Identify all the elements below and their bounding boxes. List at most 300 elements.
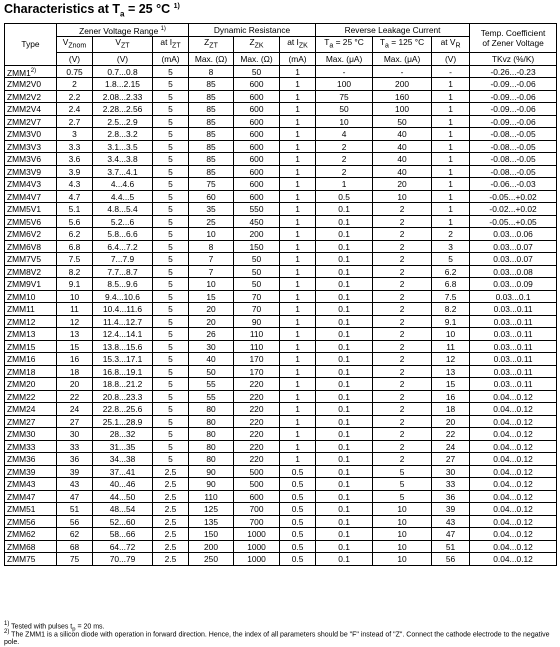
unit-cell: (V) bbox=[432, 52, 470, 65]
value-cell: 2.5 bbox=[153, 478, 189, 491]
value-cell: 0.5 bbox=[316, 190, 373, 203]
type-cell: ZMM62 bbox=[5, 528, 57, 541]
value-cell: 8 bbox=[189, 240, 234, 253]
type-cell: ZMM16 bbox=[5, 353, 57, 366]
value-cell: 34...38 bbox=[93, 453, 153, 466]
table-row bbox=[5, 103, 557, 116]
value-cell: 2.5...2.9 bbox=[93, 115, 153, 128]
value-cell: 9.4...10.6 bbox=[93, 290, 153, 303]
value-cell: 10 bbox=[316, 115, 373, 128]
value-cell: 5 bbox=[153, 365, 189, 378]
value-cell: 220 bbox=[234, 390, 280, 403]
value-cell: 1 bbox=[280, 453, 316, 466]
value-cell: 2.28...2.56 bbox=[93, 103, 153, 116]
type-cell: ZMM39 bbox=[5, 465, 57, 478]
value-cell: 50 bbox=[234, 65, 280, 78]
value-cell: 85 bbox=[189, 165, 234, 178]
value-cell: 5 bbox=[153, 340, 189, 353]
value-cell: 2 bbox=[373, 340, 432, 353]
value-cell: 0.03...0.11 bbox=[470, 353, 557, 366]
value-cell: 2 bbox=[373, 240, 432, 253]
value-cell: 5 bbox=[153, 353, 189, 366]
value-cell: 40...46 bbox=[93, 478, 153, 491]
value-cell: 16.8...19.1 bbox=[93, 365, 153, 378]
value-cell: 3.6 bbox=[57, 153, 93, 166]
value-cell: 55 bbox=[189, 378, 234, 391]
value-cell: 5.6 bbox=[57, 215, 93, 228]
value-cell: 51 bbox=[57, 503, 93, 516]
value-cell: 5 bbox=[153, 228, 189, 241]
value-cell: 27 bbox=[57, 415, 93, 428]
header-ta125: $T_a = 125$ °C bbox=[373, 37, 432, 53]
header-dynamic-resistance: Dynamic Resistance bbox=[189, 24, 316, 37]
value-cell: 25 bbox=[189, 215, 234, 228]
value-cell: 20 bbox=[432, 415, 470, 428]
type-cell: ZMM8V2 bbox=[5, 265, 57, 278]
value-cell: 2 bbox=[373, 215, 432, 228]
table-row bbox=[5, 178, 557, 191]
value-cell: 1 bbox=[280, 153, 316, 166]
value-cell: 5 bbox=[153, 115, 189, 128]
value-cell: 1 bbox=[280, 265, 316, 278]
value-cell: 0.5 bbox=[280, 478, 316, 491]
value-cell: 600 bbox=[234, 140, 280, 153]
value-cell: 0.03...0.11 bbox=[470, 328, 557, 341]
value-cell: 1 bbox=[280, 303, 316, 316]
type-cell: ZMM6V8 bbox=[5, 240, 57, 253]
value-cell: 1 bbox=[432, 153, 470, 166]
value-cell: 0.04...0.12 bbox=[470, 428, 557, 441]
value-cell: 85 bbox=[189, 140, 234, 153]
value-cell: 2 bbox=[316, 153, 373, 166]
value-cell: 10 bbox=[432, 328, 470, 341]
value-cell: 1 bbox=[432, 178, 470, 191]
value-cell: 13 bbox=[57, 328, 93, 341]
page-title: Characteristics at $T_a = 25$ °C $^{1)}$ bbox=[4, 2, 180, 19]
value-cell: 1 bbox=[280, 440, 316, 453]
value-cell: -0.02...+0.02 bbox=[470, 203, 557, 216]
value-cell: 100 bbox=[316, 78, 373, 91]
value-cell: 5 bbox=[153, 328, 189, 341]
value-cell: 0.5 bbox=[280, 503, 316, 516]
value-cell: 1 bbox=[280, 178, 316, 191]
value-cell: 11 bbox=[57, 303, 93, 316]
value-cell: 0.5 bbox=[280, 553, 316, 566]
value-cell: 1.8...2.15 bbox=[93, 78, 153, 91]
type-cell: ZMM18 bbox=[5, 365, 57, 378]
value-cell: 100 bbox=[373, 103, 432, 116]
value-cell: 1 bbox=[280, 315, 316, 328]
table-row bbox=[5, 203, 557, 216]
header-vznom: $V_{Znom}$ bbox=[57, 37, 93, 53]
table-row bbox=[5, 153, 557, 166]
value-cell: 25.1...28.9 bbox=[93, 415, 153, 428]
value-cell: 3.1...3.5 bbox=[93, 140, 153, 153]
table-row bbox=[5, 353, 557, 366]
value-cell: 10 bbox=[373, 503, 432, 516]
value-cell: 10 bbox=[373, 190, 432, 203]
value-cell: 0.1 bbox=[316, 303, 373, 316]
value-cell: 6.4...7.2 bbox=[93, 240, 153, 253]
unit-cell: Max. (Ω) bbox=[189, 52, 234, 65]
table-row bbox=[5, 90, 557, 103]
value-cell: 1 bbox=[280, 278, 316, 291]
value-cell: 0.04...0.12 bbox=[470, 540, 557, 553]
value-cell: 1 bbox=[432, 140, 470, 153]
value-cell: 4.3 bbox=[57, 178, 93, 191]
value-cell: 20 bbox=[189, 315, 234, 328]
type-cell: ZMM1$^{2)}$ bbox=[5, 65, 57, 78]
unit-cell: (V) bbox=[57, 52, 93, 65]
value-cell: 47 bbox=[57, 490, 93, 503]
value-cell: 15 bbox=[57, 340, 93, 353]
value-cell: 2 bbox=[373, 428, 432, 441]
value-cell: 5 bbox=[153, 415, 189, 428]
table-row bbox=[5, 478, 557, 491]
value-cell: 250 bbox=[189, 553, 234, 566]
type-cell: ZMM20 bbox=[5, 378, 57, 391]
value-cell: 1 bbox=[432, 78, 470, 91]
table-row bbox=[5, 253, 557, 266]
value-cell: 80 bbox=[189, 453, 234, 466]
value-cell: 85 bbox=[189, 90, 234, 103]
value-cell: 700 bbox=[234, 515, 280, 528]
value-cell: 150 bbox=[189, 528, 234, 541]
value-cell: 1 bbox=[432, 115, 470, 128]
value-cell: 0.1 bbox=[316, 403, 373, 416]
value-cell: 2 bbox=[373, 290, 432, 303]
value-cell: 22 bbox=[57, 390, 93, 403]
value-cell: -0.09...-0.06 bbox=[470, 115, 557, 128]
value-cell: 12 bbox=[432, 353, 470, 366]
value-cell: 5 bbox=[153, 78, 189, 91]
value-cell: 1 bbox=[280, 78, 316, 91]
value-cell: 1 bbox=[316, 178, 373, 191]
value-cell: 51 bbox=[432, 540, 470, 553]
type-cell: ZMM36 bbox=[5, 453, 57, 466]
value-cell: 16 bbox=[57, 353, 93, 366]
header-vzt: $V_{ZT}$ bbox=[93, 37, 153, 53]
value-cell: 5.8...6.6 bbox=[93, 228, 153, 241]
value-cell: 0.04...0.12 bbox=[470, 415, 557, 428]
value-cell: 1 bbox=[432, 103, 470, 116]
value-cell: 8 bbox=[189, 65, 234, 78]
header-zener-voltage: Zener Voltage Range $^{1)}$ bbox=[57, 24, 189, 37]
value-cell: 8.5...9.6 bbox=[93, 278, 153, 291]
value-cell: 6.2 bbox=[432, 265, 470, 278]
value-cell: 80 bbox=[189, 403, 234, 416]
value-cell: -0.06...-0.03 bbox=[470, 178, 557, 191]
value-cell: 600 bbox=[234, 90, 280, 103]
value-cell: 220 bbox=[234, 415, 280, 428]
value-cell: -0.08...-0.05 bbox=[470, 153, 557, 166]
table-row bbox=[5, 390, 557, 403]
value-cell: 0.03...0.06 bbox=[470, 228, 557, 241]
table-row bbox=[5, 290, 557, 303]
value-cell: 2.8...3.2 bbox=[93, 128, 153, 141]
value-cell: 24 bbox=[57, 403, 93, 416]
value-cell: 0.1 bbox=[316, 528, 373, 541]
value-cell: 2.2 bbox=[57, 90, 93, 103]
header-zzt: $Z_{ZT}$ bbox=[189, 37, 234, 53]
table-body bbox=[5, 65, 557, 565]
value-cell: 0.03...0.11 bbox=[470, 315, 557, 328]
type-cell: ZMM15 bbox=[5, 340, 57, 353]
header-type: Type bbox=[5, 24, 57, 66]
value-cell: 160 bbox=[373, 90, 432, 103]
value-cell: 7.5 bbox=[432, 290, 470, 303]
value-cell: 125 bbox=[189, 503, 234, 516]
value-cell: 80 bbox=[189, 440, 234, 453]
value-cell: 1 bbox=[280, 415, 316, 428]
value-cell: -0.26...-0.23 bbox=[470, 65, 557, 78]
value-cell: 1 bbox=[280, 390, 316, 403]
value-cell: 5 bbox=[153, 140, 189, 153]
value-cell: 2 bbox=[373, 278, 432, 291]
value-cell: 600 bbox=[234, 78, 280, 91]
value-cell: 1 bbox=[432, 128, 470, 141]
table-row bbox=[5, 328, 557, 341]
type-cell: ZMM12 bbox=[5, 315, 57, 328]
value-cell: 40 bbox=[189, 353, 234, 366]
value-cell: 0.04...0.12 bbox=[470, 528, 557, 541]
type-cell: ZMM6V2 bbox=[5, 228, 57, 241]
value-cell: - bbox=[432, 65, 470, 78]
value-cell: 0.1 bbox=[316, 340, 373, 353]
value-cell: 600 bbox=[234, 103, 280, 116]
type-cell: ZMM43 bbox=[5, 478, 57, 491]
value-cell: 0.5 bbox=[280, 465, 316, 478]
value-cell: 150 bbox=[234, 240, 280, 253]
value-cell: 5 bbox=[153, 153, 189, 166]
type-cell: ZMM56 bbox=[5, 515, 57, 528]
value-cell: 50 bbox=[234, 265, 280, 278]
value-cell: 0.1 bbox=[316, 215, 373, 228]
unit-cell: Max. (Ω) bbox=[234, 52, 280, 65]
value-cell: 0.5 bbox=[280, 490, 316, 503]
value-cell: 600 bbox=[234, 153, 280, 166]
value-cell: 0.04...0.12 bbox=[470, 490, 557, 503]
value-cell: 70 bbox=[234, 303, 280, 316]
value-cell: 7.5 bbox=[57, 253, 93, 266]
value-cell: 75 bbox=[189, 178, 234, 191]
unit-cell: (mA) bbox=[280, 52, 316, 65]
value-cell: 550 bbox=[234, 203, 280, 216]
value-cell: 1 bbox=[280, 165, 316, 178]
value-cell: 1 bbox=[280, 353, 316, 366]
value-cell: 1000 bbox=[234, 528, 280, 541]
value-cell: 5 bbox=[373, 478, 432, 491]
value-cell: 5 bbox=[153, 90, 189, 103]
table-row bbox=[5, 428, 557, 441]
value-cell: 48...54 bbox=[93, 503, 153, 516]
value-cell: 85 bbox=[189, 103, 234, 116]
value-cell: 0.1 bbox=[316, 428, 373, 441]
type-cell: ZMM13 bbox=[5, 328, 57, 341]
value-cell: 600 bbox=[234, 190, 280, 203]
value-cell: 0.04...0.12 bbox=[470, 390, 557, 403]
value-cell: 50 bbox=[234, 253, 280, 266]
table-row bbox=[5, 365, 557, 378]
value-cell: 0.1 bbox=[316, 553, 373, 566]
value-cell: 50 bbox=[316, 103, 373, 116]
table-row bbox=[5, 553, 557, 566]
value-cell: 36 bbox=[432, 490, 470, 503]
value-cell: 600 bbox=[234, 128, 280, 141]
value-cell: 0.1 bbox=[316, 328, 373, 341]
value-cell: 50 bbox=[234, 278, 280, 291]
value-cell: 11.4...12.7 bbox=[93, 315, 153, 328]
value-cell: 110 bbox=[234, 328, 280, 341]
unit-cell: (V) bbox=[93, 52, 153, 65]
value-cell: 5 bbox=[153, 378, 189, 391]
value-cell: 2.5 bbox=[153, 540, 189, 553]
value-cell: 5 bbox=[153, 290, 189, 303]
value-cell: 2 bbox=[373, 365, 432, 378]
value-cell: 600 bbox=[234, 490, 280, 503]
value-cell: 2.5 bbox=[153, 528, 189, 541]
value-cell: 0.04...0.12 bbox=[470, 403, 557, 416]
value-cell: 170 bbox=[234, 353, 280, 366]
value-cell: 1 bbox=[280, 128, 316, 141]
table-row bbox=[5, 228, 557, 241]
value-cell: 70 bbox=[234, 290, 280, 303]
type-cell: ZMM68 bbox=[5, 540, 57, 553]
value-cell: 170 bbox=[234, 365, 280, 378]
value-cell: 1 bbox=[280, 90, 316, 103]
header-izt: at $I_{ZT}$ bbox=[153, 37, 189, 53]
value-cell: 20.8...23.3 bbox=[93, 390, 153, 403]
type-cell: ZMM33 bbox=[5, 440, 57, 453]
value-cell: 4 bbox=[316, 128, 373, 141]
value-cell: 220 bbox=[234, 440, 280, 453]
value-cell: 12.4...14.1 bbox=[93, 328, 153, 341]
value-cell: 1 bbox=[432, 215, 470, 228]
value-cell: 5 bbox=[153, 165, 189, 178]
value-cell: 1000 bbox=[234, 540, 280, 553]
value-cell: 8.2 bbox=[57, 265, 93, 278]
value-cell: 0.1 bbox=[316, 278, 373, 291]
value-cell: 0.03...0.11 bbox=[470, 303, 557, 316]
value-cell: 500 bbox=[234, 465, 280, 478]
value-cell: 30 bbox=[432, 465, 470, 478]
value-cell: 90 bbox=[189, 465, 234, 478]
value-cell: 1 bbox=[280, 103, 316, 116]
value-cell: 5 bbox=[153, 103, 189, 116]
value-cell: 2 bbox=[373, 328, 432, 341]
value-cell: 1 bbox=[280, 65, 316, 78]
value-cell: 4.8...5.4 bbox=[93, 203, 153, 216]
value-cell: 20 bbox=[373, 178, 432, 191]
value-cell: 0.1 bbox=[316, 228, 373, 241]
value-cell: 5 bbox=[153, 403, 189, 416]
value-cell: 31...35 bbox=[93, 440, 153, 453]
value-cell: 2 bbox=[373, 203, 432, 216]
value-cell: 37...41 bbox=[93, 465, 153, 478]
value-cell: 1 bbox=[280, 340, 316, 353]
table-row bbox=[5, 215, 557, 228]
value-cell: 200 bbox=[189, 540, 234, 553]
value-cell: 3.3 bbox=[57, 140, 93, 153]
value-cell: 0.03...0.07 bbox=[470, 240, 557, 253]
value-cell: 40 bbox=[373, 165, 432, 178]
value-cell: 5 bbox=[373, 490, 432, 503]
value-cell: 39 bbox=[57, 465, 93, 478]
value-cell: 4.7 bbox=[57, 190, 93, 203]
value-cell: 5 bbox=[153, 453, 189, 466]
value-cell: 85 bbox=[189, 128, 234, 141]
header-zzk: $Z_{ZK}$ bbox=[234, 37, 280, 53]
value-cell: 8.2 bbox=[432, 303, 470, 316]
value-cell: 43 bbox=[432, 515, 470, 528]
value-cell: 75 bbox=[57, 553, 93, 566]
value-cell: 2 bbox=[373, 440, 432, 453]
value-cell: 16 bbox=[432, 390, 470, 403]
type-cell: ZMM30 bbox=[5, 428, 57, 441]
value-cell: 0.1 bbox=[316, 503, 373, 516]
value-cell: 64...72 bbox=[93, 540, 153, 553]
unit-cell: (mA) bbox=[153, 52, 189, 65]
value-cell: 56 bbox=[432, 553, 470, 566]
type-cell: ZMM3V6 bbox=[5, 153, 57, 166]
value-cell: 39 bbox=[432, 503, 470, 516]
table-row bbox=[5, 415, 557, 428]
type-cell: ZMM24 bbox=[5, 403, 57, 416]
value-cell: 0.5 bbox=[280, 515, 316, 528]
value-cell: 22.8...25.6 bbox=[93, 403, 153, 416]
value-cell: 62 bbox=[57, 528, 93, 541]
value-cell: 10 bbox=[57, 290, 93, 303]
value-cell: 2 bbox=[373, 403, 432, 416]
value-cell: 3 bbox=[57, 128, 93, 141]
value-cell: 2.08...2.33 bbox=[93, 90, 153, 103]
value-cell: -0.09...-0.06 bbox=[470, 103, 557, 116]
value-cell: 90 bbox=[234, 315, 280, 328]
value-cell: 5 bbox=[153, 315, 189, 328]
type-cell: ZMM3V9 bbox=[5, 165, 57, 178]
value-cell: 30 bbox=[189, 340, 234, 353]
value-cell: 5 bbox=[153, 215, 189, 228]
value-cell: 2.7 bbox=[57, 115, 93, 128]
value-cell: 7.7...8.7 bbox=[93, 265, 153, 278]
value-cell: 5 bbox=[153, 65, 189, 78]
value-cell: 0.75 bbox=[57, 65, 93, 78]
value-cell: 7...7.9 bbox=[93, 253, 153, 266]
value-cell: 40 bbox=[373, 128, 432, 141]
value-cell: 2.4 bbox=[57, 103, 93, 116]
value-cell: 0.03...0.08 bbox=[470, 265, 557, 278]
value-cell: 1000 bbox=[234, 553, 280, 566]
footnote-1: $^{1)}$ Tested with pulses $t_p = 20$ ms. bbox=[4, 621, 105, 633]
value-cell: 0.1 bbox=[316, 290, 373, 303]
value-cell: 2 bbox=[373, 253, 432, 266]
value-cell: 0.04...0.12 bbox=[470, 503, 557, 516]
value-cell: 0.04...0.12 bbox=[470, 553, 557, 566]
value-cell: 3.4...3.8 bbox=[93, 153, 153, 166]
value-cell: 18.8...21.2 bbox=[93, 378, 153, 391]
value-cell: 85 bbox=[189, 78, 234, 91]
value-cell: 600 bbox=[234, 115, 280, 128]
table-row bbox=[5, 528, 557, 541]
table-row bbox=[5, 128, 557, 141]
value-cell: 5.1 bbox=[57, 203, 93, 216]
table-row bbox=[5, 340, 557, 353]
value-cell: 6.2 bbox=[57, 228, 93, 241]
value-cell: 40 bbox=[373, 153, 432, 166]
value-cell: 4.4...5 bbox=[93, 190, 153, 203]
table-row bbox=[5, 465, 557, 478]
value-cell: 200 bbox=[234, 228, 280, 241]
